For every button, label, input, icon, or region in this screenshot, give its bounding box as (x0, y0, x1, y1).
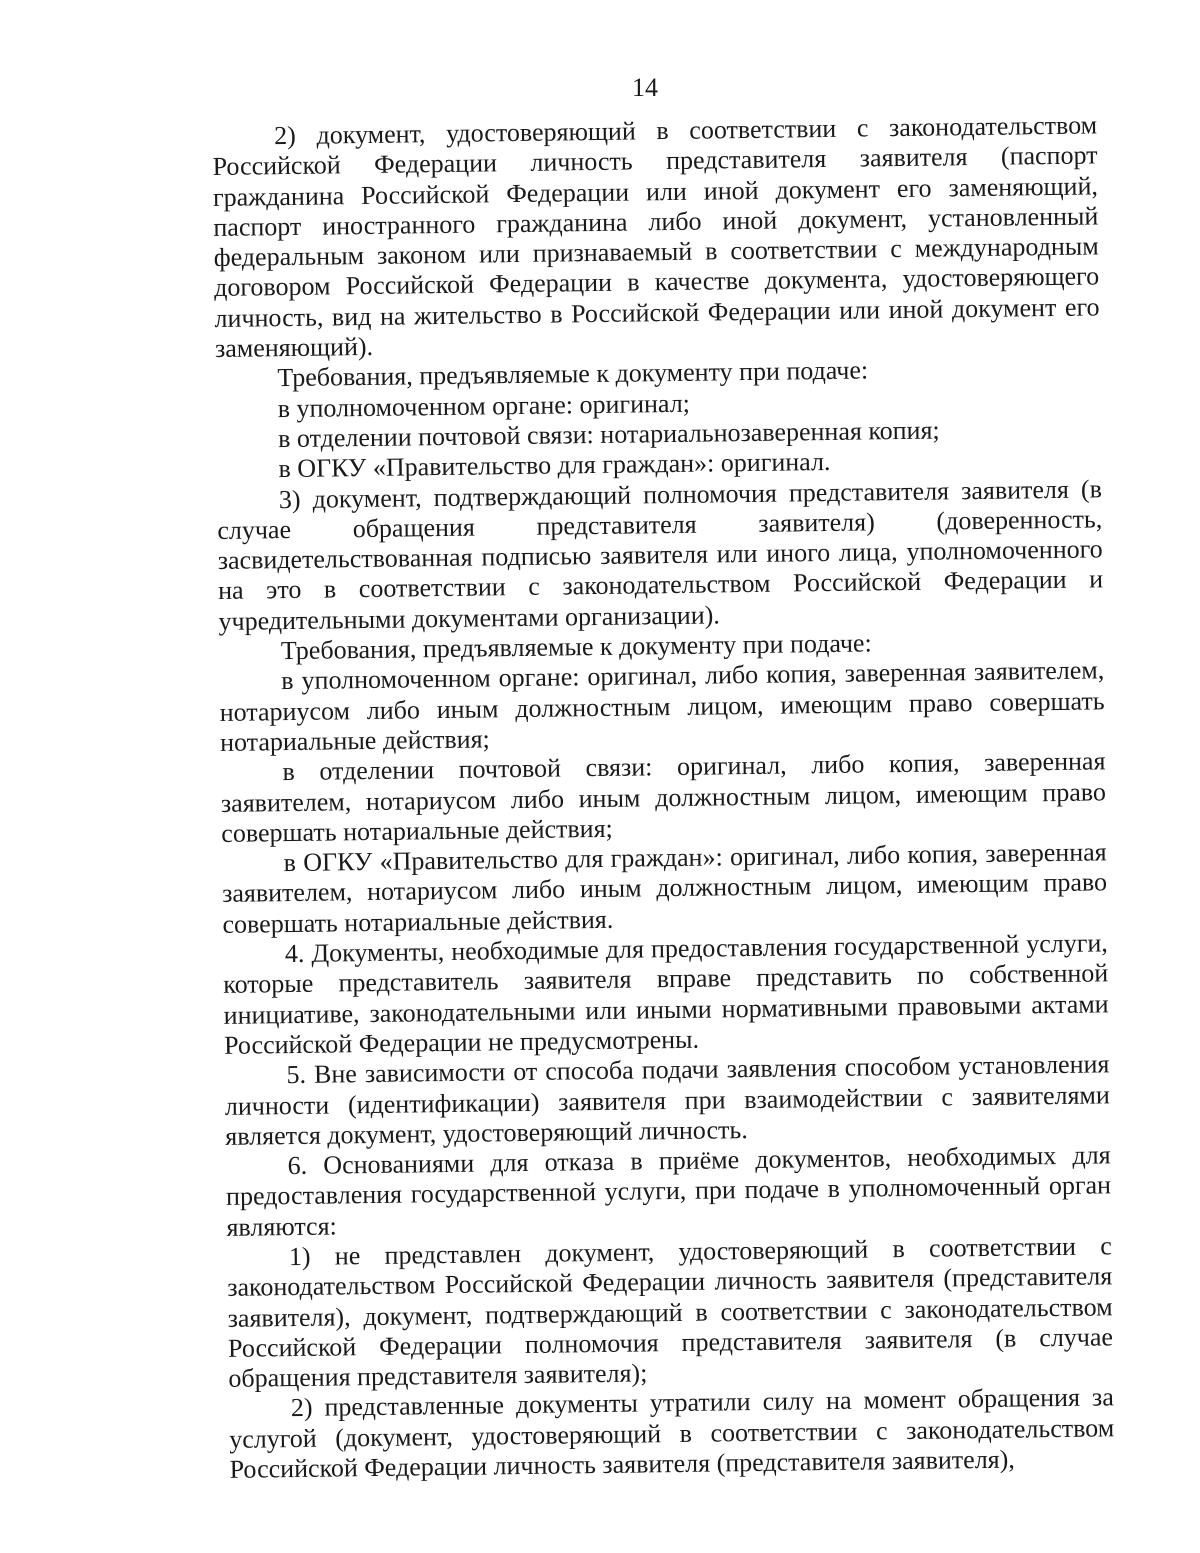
paragraph: 3) документ, подтверждающий полномочия представителя заявителя (в случае обращения представителя заявителя) (доверенность, засвидетельствованная подписью заявителя или иного лица, уполномоченного на это в соответствии с законодательством Российской Федерации и учредительными документами организации). (217, 473, 1104, 636)
paragraph: Требования, предъявляемые к документу при подаче: (280, 628, 872, 666)
paragraph: 1) не представлен документ, удостоверяющий в соответствии с законодательством Российской Федерации личность заявителя (представителя заявителя), документ, подтверждающий в соответствии с законодательством Российской Федерации полномочия представителя заявителя (в случае обращения представителя заявителя); (227, 1231, 1114, 1394)
paragraph: в ОГКУ «Правительство для граждан»: оригинал, либо копия, заверенная заявителем, нотариусом либо иным должностным лицом, имеющим право совершать нотариальные действия. (221, 837, 1108, 939)
paragraph: в отделении почтовой связи: нотариальнозаверенная копия; (277, 415, 940, 454)
paragraph: 2) документ, удостоверяющий в соответствии с законодательством Российской Федерации личность представителя заявителя (паспорт гражданина Российской Федерации или иной документ его заменяющий, паспорт иностранного гражданина либо иной документ, установленный федеральным законом или признаваемый в соответствии с международным договором Российской Федерации в качестве документа, удостоверяющего личность, вид на жительство в Российской Федерации или иной документ его заменяющий). (212, 110, 1100, 364)
paragraph: 5. Вне зависимости от способа подачи заявления способом установления личности (идентификации) заявителя при взаимодействии с заявителями является документ, удостоверяющий личность. (224, 1049, 1110, 1151)
page-number: 14 (632, 73, 658, 102)
paragraph: в уполномоченном органе: оригинал, либо копия, заверенная заявителем, нотариусом либо иным должностным лицом, имеющим право совершать нотариальные действия; (219, 655, 1105, 757)
paragraph: 6. Основаниями для отказа в приёме документов, необходимых для предоставления государственной услуги, при подаче в уполномоченный орган являются: (225, 1140, 1112, 1242)
paragraph: в уполномоченном органе: оригинал; (277, 388, 691, 423)
paragraph: в отделении почтовой связи: оригинал, либо копия, заверенная заявителем, нотариусом либо иным должностным лицом, имеющим право совершать нотариальные действия; (220, 746, 1107, 848)
paragraph: 2) представленные документы утратили силу на момент обращения за услугой (документ, удостоверяющий в соответствии с законодательством Российской Федерации личность заявителя (представителя заявителя), (229, 1382, 1115, 1484)
document-body (212, 110, 1115, 1485)
paragraph: в ОГКУ «Правительство для граждан»: оригинал. (278, 447, 831, 484)
paragraph: Требования, предъявляемые к документу при подаче: (277, 355, 869, 393)
paragraph: 4. Документы, необходимые для предоставления государственной услуги, которые представитель заявителя вправе представить по собственной инициативе, законодательными или иными нормативными правовыми актами Российской Федерации не предусмотрены. (223, 928, 1109, 1060)
